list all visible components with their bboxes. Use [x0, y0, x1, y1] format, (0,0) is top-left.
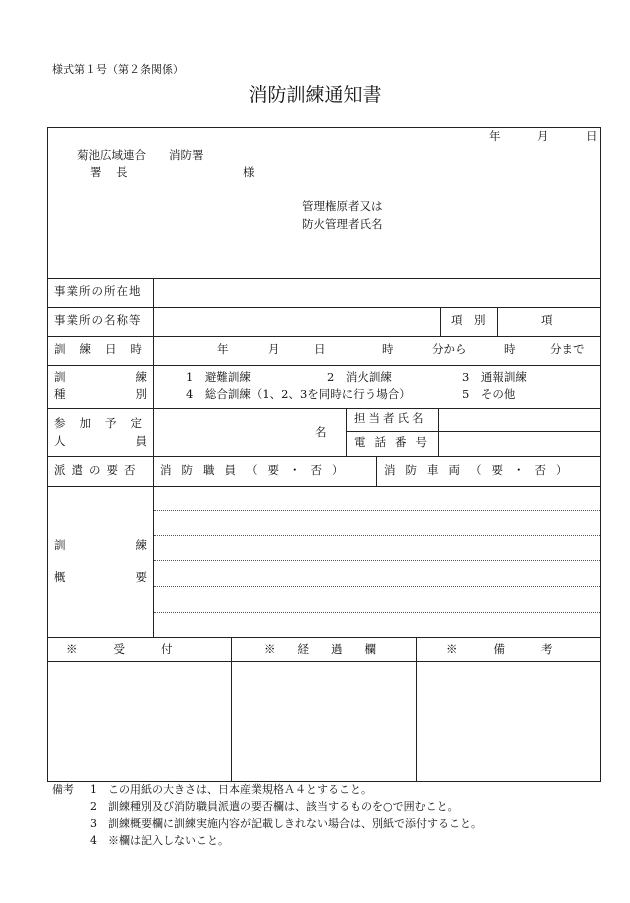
phone-label: 電話番号 — [354, 435, 436, 449]
chief-char-1: 署 — [90, 165, 102, 179]
type-option-1: 1 避難訓練 — [186, 370, 251, 384]
category-label: 項 別 — [451, 313, 486, 327]
form-number: 様式第１号（第２条関係） — [52, 63, 184, 76]
type-option-2: 2 消火訓練 — [327, 370, 392, 384]
dispatch-vehicle: 消防車両（要・否） — [384, 463, 578, 477]
category-unit: 項 — [541, 313, 553, 327]
date-day: 日 — [586, 129, 598, 143]
dt-from: 分から — [432, 342, 467, 356]
dt-month: 月 — [268, 342, 280, 356]
addressee-org: 菊池広域連合 消防署 — [77, 148, 204, 162]
note-2: 2 訓練種別及び消防職員派遣の要否欄は、該当するものを○で囲むこと。 — [90, 800, 459, 813]
participants-label-2: 人 員 — [54, 434, 147, 448]
dt-hour: 時 — [382, 342, 394, 356]
person-in-charge-label: 担当者氏名 — [354, 411, 427, 425]
addressee-honorific: 様 — [243, 165, 255, 179]
dt-until: 分まで — [550, 342, 585, 356]
date-year: 年 — [489, 129, 501, 143]
type-option-5: 5 その他 — [462, 387, 516, 401]
receipt-header: ※受付 — [66, 642, 209, 656]
type-label-2: 種 別 — [54, 387, 147, 401]
note-4: 4 ※欄は記入しないこと。 — [90, 834, 229, 847]
dispatch-staff: 消防職員（要・否） — [160, 463, 354, 477]
note-1: 1 この用紙の大きさは、日本産業規格Ａ４とすること。 — [90, 783, 372, 796]
chief-char-2: 長 — [116, 165, 128, 179]
page-title: 消防訓練通知書 — [248, 84, 382, 106]
participants-unit: 名 — [315, 425, 327, 439]
applicant-label-1: 管理権原者又は — [302, 199, 383, 213]
progress-header: ※経過欄 — [264, 642, 398, 656]
participants-label-1: 参加予定 — [54, 416, 156, 430]
note-3: 3 訓練概要欄に訓練実施内容が記載しきれない場合は、別紙で添付すること。 — [90, 817, 482, 830]
applicant-label-2: 防火管理者氏名 — [302, 217, 383, 231]
dt-year: 年 — [217, 342, 229, 356]
remarks-header: ※備考 — [446, 642, 589, 656]
summary-label-2: 概 要 — [54, 570, 147, 584]
type-option-3: 3 通報訓練 — [462, 370, 527, 384]
dt-day: 日 — [314, 342, 326, 356]
date-month: 月 — [537, 129, 549, 143]
datetime-label: 訓練日時 — [54, 342, 156, 356]
dt-hour-2: 時 — [504, 342, 516, 356]
location-label: 事業所の所在地 — [54, 284, 142, 298]
name-label: 事業所の名称等 — [54, 313, 142, 327]
type-label-1: 訓 練 — [54, 370, 147, 384]
summary-label-1: 訓 練 — [54, 538, 147, 552]
dispatch-label: 派遣の要否 — [54, 463, 142, 477]
notes-label: 備考 — [52, 783, 74, 796]
type-option-4: 4 総合訓練（1、2、3を同時に行う場合） — [186, 387, 411, 401]
